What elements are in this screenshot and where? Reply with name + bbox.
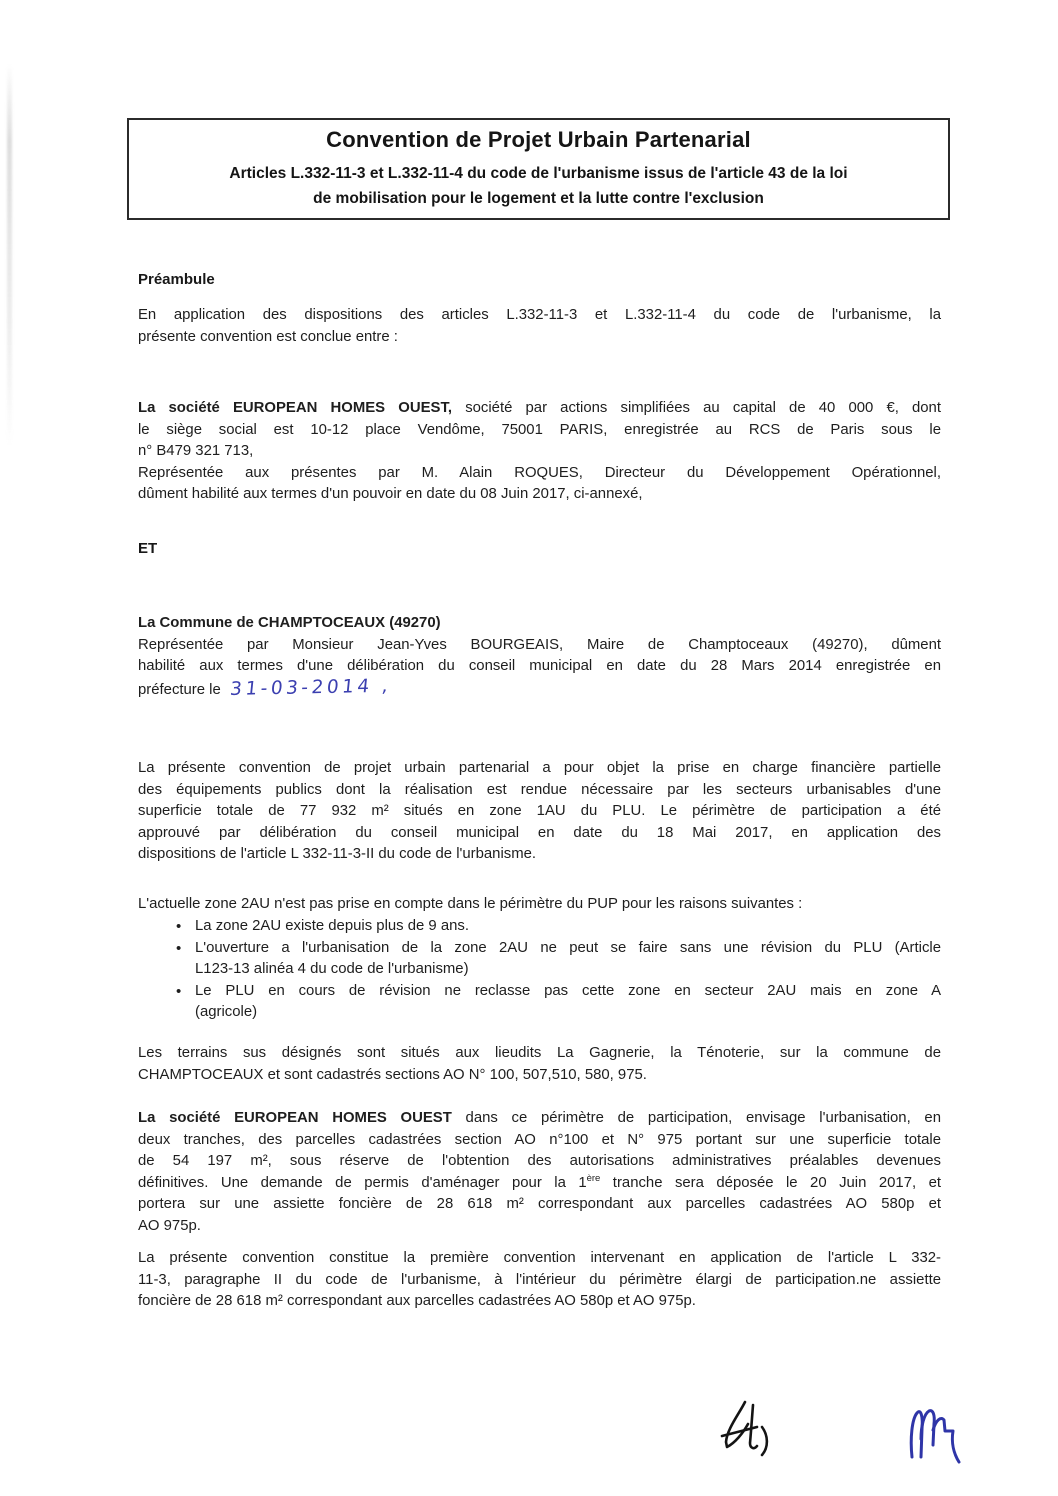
subtitle-line-2: de mobilisation pour le logement et la lutte contre l'exclusion: [313, 189, 764, 207]
text-line: deux tranches, des parcelles cadastrées section AO n°100 et N° 975 portant sur une superficie totale: [138, 1131, 941, 1148]
text-line: [138, 1108, 941, 1130]
text-line: CHAMPTOCEAUX et sont cadastrés sections AO N° 100, 507,510, 580, 975.: [138, 1066, 647, 1083]
preamble-intro-paragraph: [138, 305, 941, 348]
text-line: n° B479 321 713,: [138, 443, 254, 459]
text-line: • Le PLU en cours de révision ne reclasse pas cette zone en secteur 2AU mais en zone A: [195, 982, 941, 999]
company-name-lead: La société EUROPEAN HOMES OUEST: [138, 1110, 452, 1126]
tranches-line4-pre: définitives. Une demande de permis d'aménager pour la 1: [138, 1174, 587, 1191]
text-line: dûment habilité aux termes d'un pouvoir en date du 08 Juin 2017, ci-annexé,: [138, 486, 643, 502]
prefecture-prefix: préfecture le: [138, 681, 221, 698]
preamble-heading: Préambule: [138, 271, 215, 288]
tranches-line1-rest: dans ce périmètre de participation, envisage l'urbanisation, en: [451, 1110, 941, 1126]
page-title: Convention de Projet Urbain Partenarial: [326, 127, 751, 152]
text-line: des équipements publics dont la réalisation est rendue nécessaire par les secteurs urbanisables d'une: [138, 781, 941, 798]
text-line: La présente convention de projet urbain partenarial a pour objet la prise en charge financière partielle: [138, 760, 941, 776]
text-line: La présente convention constitue la première convention intervenant en application de l'article L 332-: [138, 1250, 941, 1266]
ordinal-superscript: ère: [586, 1172, 601, 1184]
object-paragraph: [138, 758, 941, 866]
text-line: [138, 675, 941, 702]
bullet-item: [138, 981, 941, 1024]
text-line: L123-13 alinéa 4 du code de l'urbanisme): [195, 961, 469, 977]
text-line: foncière de 28 618 m² correspondant aux parcelles cadastrées AO 580p et AO 975p.: [138, 1293, 696, 1309]
text-line: L'actuelle zone 2AU n'est pas prise en compte dans le périmètre du PUP pour les raisons suivantes :: [138, 896, 803, 912]
document-subtitle: [229, 162, 847, 211]
text-line: AO 975p.: [138, 1217, 201, 1234]
signature-paraph-right: [906, 1406, 964, 1468]
company-paragraph: [138, 398, 941, 506]
text-line: Représentée par Monsieur Jean-Yves BOURGEAIS, Maire de Champtoceaux (49270), dûment: [138, 636, 941, 653]
bullet-item: [138, 938, 941, 981]
text-line: dispositions de l'article L 332-11-3-II du code de l'urbanisme.: [138, 846, 537, 862]
tranches-line4-post: tranche sera déposée le 20 Juin 2017, et: [600, 1174, 942, 1191]
tranches-paragraph: [138, 1108, 941, 1237]
text-line: le siège social est 10-12 place Vendôme, 75001 PARIS, enregistrée au RCS de Paris sous le: [138, 421, 941, 438]
text-line: • La zone 2AU existe depuis plus de 9 ans.: [195, 918, 470, 934]
text-line: [138, 1173, 941, 1195]
subtitle-line-1: Articles L.332-11-3 et L.332-11-4 du code de l'urbanisme issus de l'article 43 de la loi: [229, 165, 848, 182]
text-line: • L'ouverture a l'urbanisation de la zone 2AU ne peut se faire sans une révision du PLU (Article: [195, 939, 941, 956]
commune-paragraph: [138, 613, 941, 701]
final-paragraph: [138, 1248, 941, 1313]
text-line: Les terrains sus désignés sont situés aux lieudits La Gagnerie, la Ténoterie, sur la commune de: [138, 1045, 941, 1061]
company-name-lead: La société EUROPEAN HOMES OUEST,: [138, 400, 453, 416]
text-line: approuvé par délibération du conseil municipal en date du 18 Mai 2017, en application des: [138, 824, 941, 841]
bullet-item: [138, 916, 941, 938]
signature-paraph-left: [714, 1396, 774, 1462]
handwritten-date: 31-03-2014 ,: [228, 675, 393, 700]
text-line: superficie totale de 77 932 m² situés en zone 1AU du PLU. Le périmètre de participation a été: [138, 803, 941, 819]
commune-heading: La Commune de CHAMPTOCEAUX (49270): [138, 615, 441, 631]
zone2au-bullets: [138, 916, 941, 1024]
text-line: [138, 398, 941, 420]
text-line: (agricole): [195, 1004, 258, 1020]
text-line: habilité aux termes d'une délibération du conseil municipal en date du 28 Mars 2014 enregistrée en: [138, 658, 941, 674]
et-separator: ET: [138, 540, 158, 557]
terrains-paragraph: [138, 1043, 941, 1086]
text-line: Représentée aux présentes par M. Alain ROQUES, Directeur du Développement Opérationnel,: [138, 464, 941, 481]
text-line: portera sur une assiette foncière de 28 618 m² correspondant aux parcelles cadastrées AO 580p et: [138, 1196, 941, 1212]
scan-smudge-artifact: [7, 64, 12, 446]
title-box: [127, 118, 950, 220]
company-line1-rest: société par actions simplifiées au capital de 40 000 €, dont: [452, 400, 941, 416]
text-line: En application des dispositions des articles L.332-11-3 et L.332-11-4 du code de l'urbanisme, la: [138, 307, 941, 323]
text-line: de 54 197 m², sous réserve de l'obtention des autorisations administratives préalables devenues: [138, 1153, 941, 1169]
zone2au-intro: [138, 894, 941, 916]
text-line: présente convention est conclue entre :: [138, 328, 398, 345]
text-line: 11-3, paragraphe II du code de l'urbanisme, à l'intérieur du périmètre élargi de participation.ne assiette: [138, 1271, 941, 1288]
